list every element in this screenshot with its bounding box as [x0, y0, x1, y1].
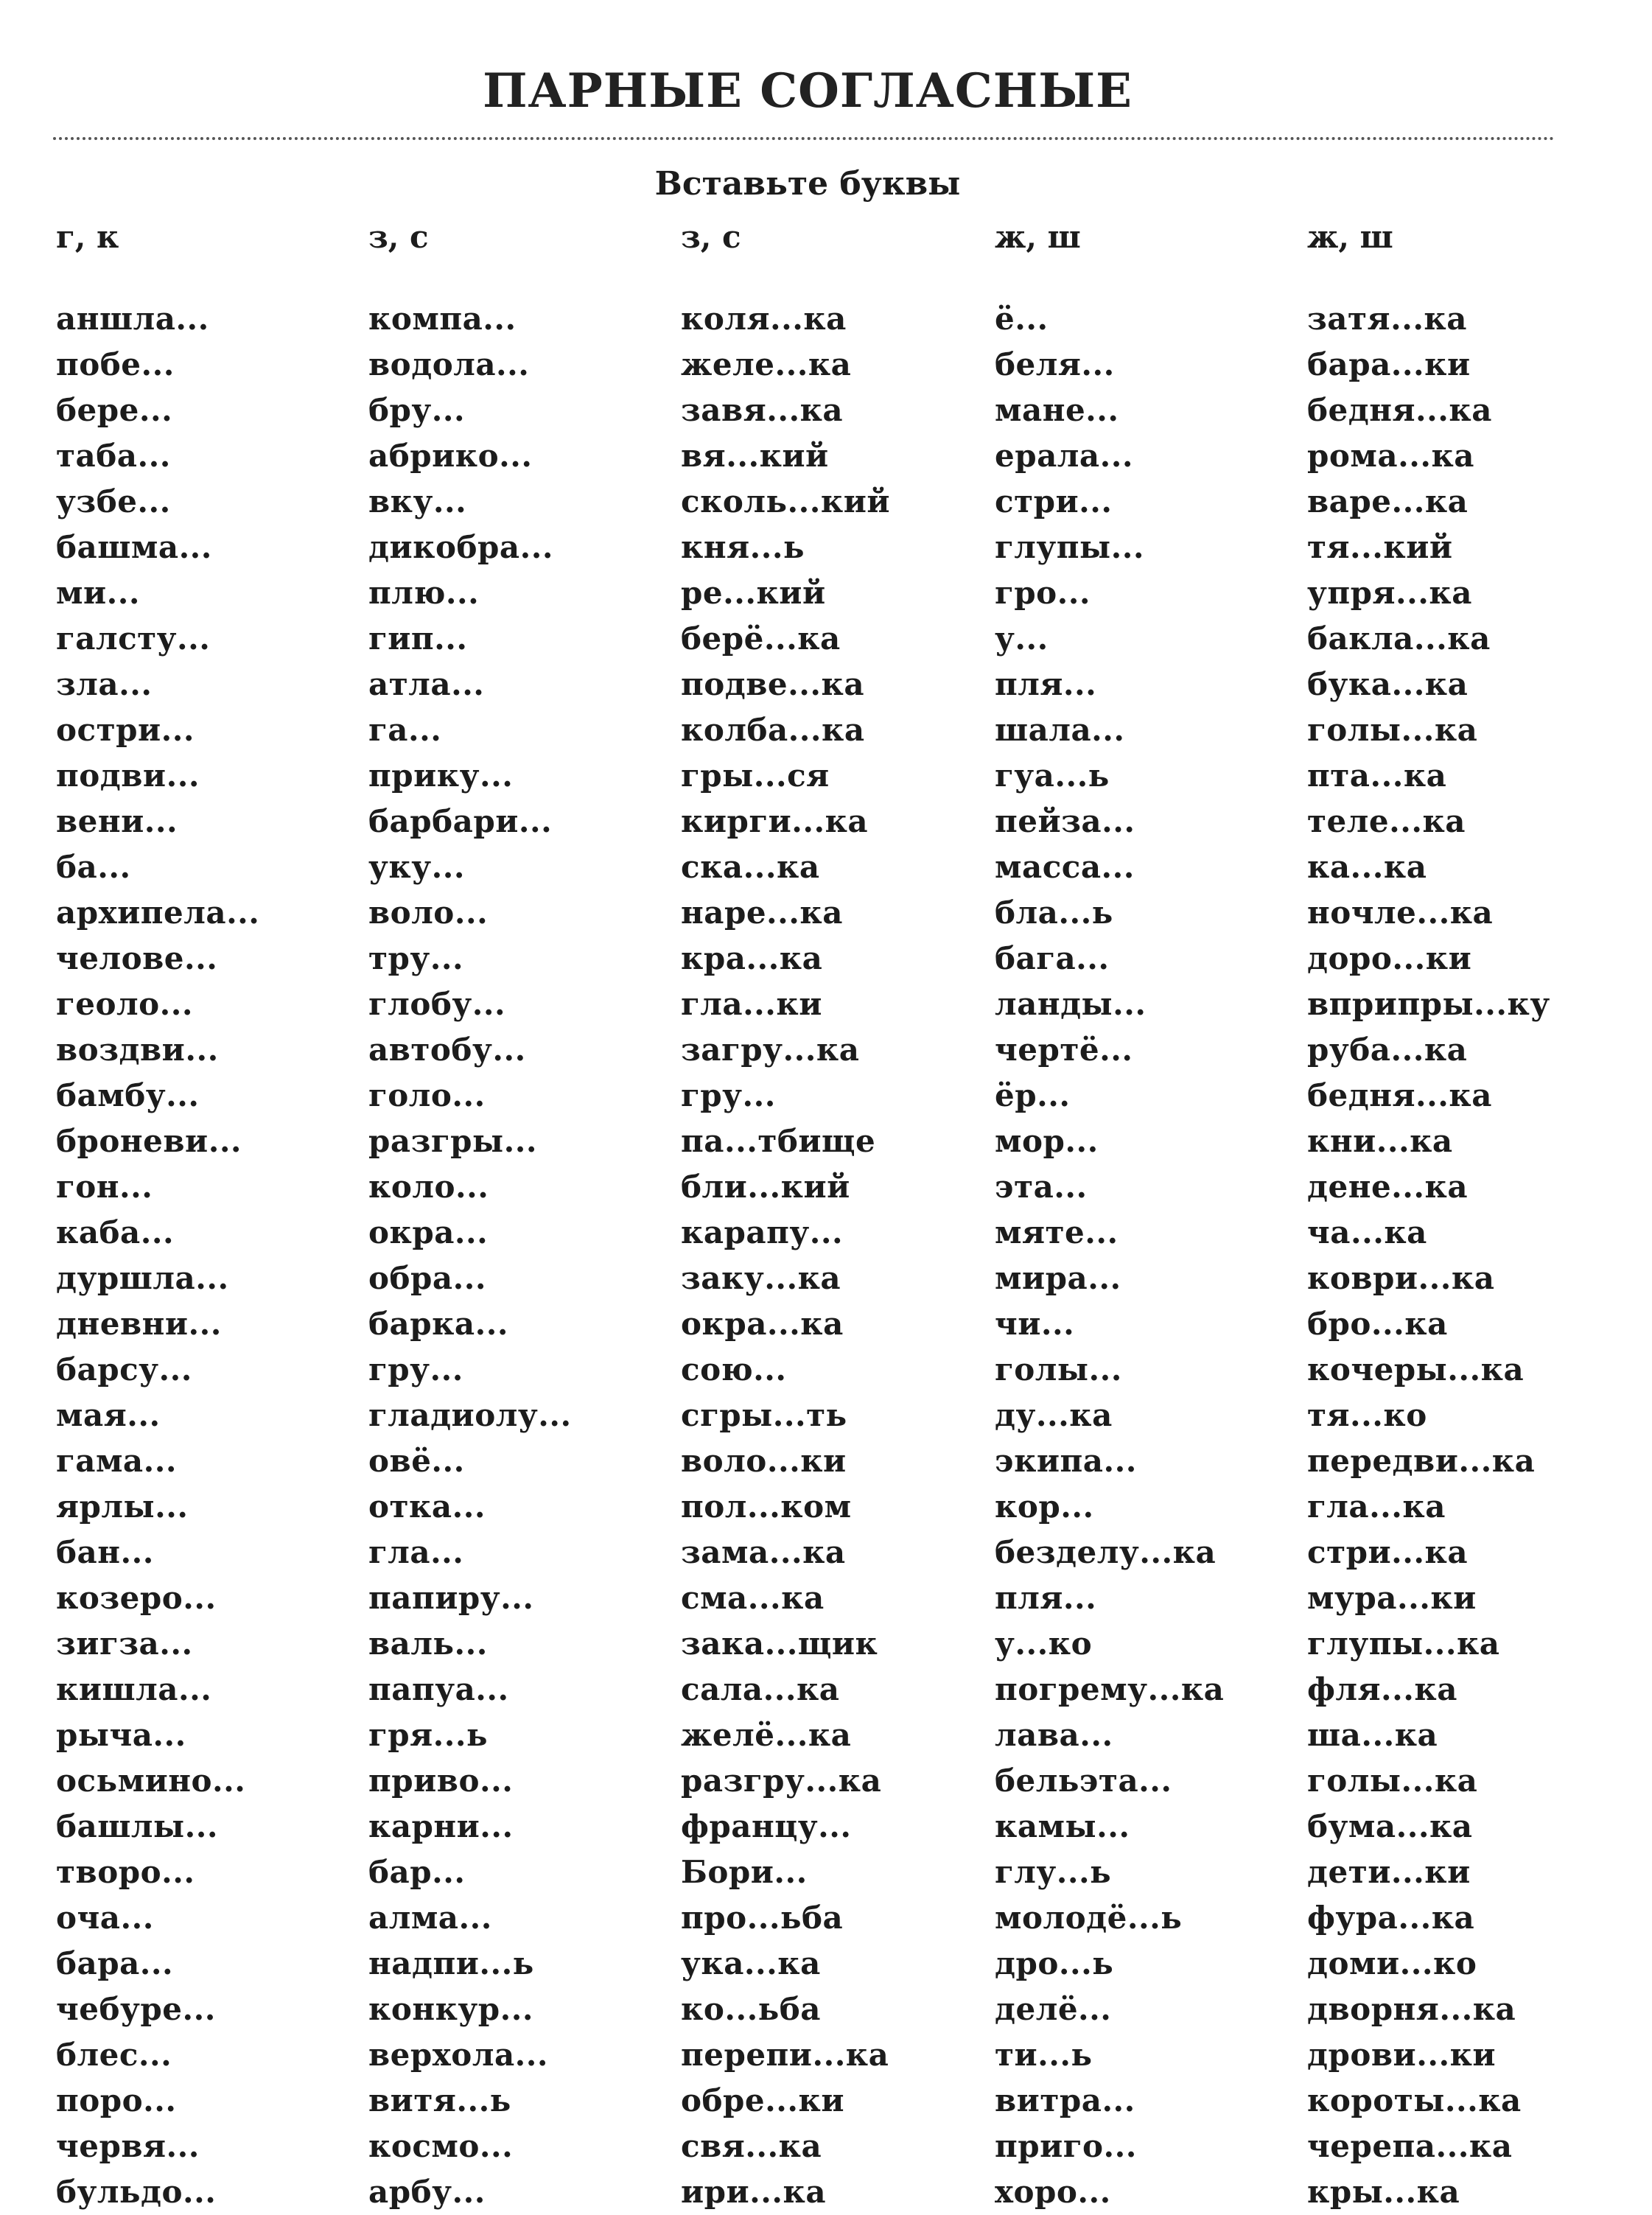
word-item: автобу...: [368, 1032, 526, 1068]
word-item: погрему...ка: [995, 1671, 1225, 1707]
word-item: ко...ьба: [681, 1991, 821, 2027]
word-item: воло...ки: [681, 1443, 847, 1479]
word-item: упря...ка: [1307, 575, 1472, 611]
word-item: таба...: [56, 438, 171, 474]
word-item: папиру...: [368, 1580, 534, 1616]
word-item: гру...: [681, 1077, 776, 1113]
column-1: [56, 215, 365, 2215]
word-item: шала...: [995, 712, 1125, 748]
word-item: узбе...: [56, 483, 171, 519]
word-item: фля...ка: [1307, 1671, 1457, 1707]
word-item: мира...: [995, 1260, 1121, 1296]
column-5: [1307, 215, 1617, 2215]
column-header: з, с: [681, 219, 741, 255]
word-item: воло...: [368, 895, 489, 931]
word-item: зигза...: [56, 1626, 193, 1662]
word-item: лава...: [995, 1717, 1113, 1753]
word-item: стри...ка: [1307, 1534, 1469, 1570]
word-item: рома...ка: [1307, 438, 1474, 474]
word-item: пол...ком: [681, 1488, 852, 1525]
word-item: поро...: [56, 2082, 177, 2118]
word-item: оча...: [56, 1900, 154, 1936]
word-item: козеро...: [56, 1580, 217, 1616]
word-item: вприпры...ку: [1307, 986, 1550, 1022]
word-item: бара...: [56, 1945, 174, 1981]
word-item: башлы...: [56, 1808, 218, 1844]
word-item: доро...ки: [1307, 940, 1472, 976]
word-item: барсу...: [56, 1351, 192, 1388]
word-item: ё...: [995, 301, 1049, 337]
word-item: витра...: [995, 2082, 1135, 2118]
word-item: осьмино...: [56, 1763, 246, 1799]
word-item: витя...ь: [368, 2082, 511, 2118]
word-item: аншла...: [56, 301, 209, 337]
word-item: бли...кий: [681, 1169, 850, 1205]
word-item: кирги...ка: [681, 803, 869, 839]
word-item: пта...ка: [1307, 757, 1447, 794]
word-item: конкур...: [368, 1991, 534, 2027]
word-item: францу...: [681, 1808, 852, 1844]
word-item: наре...ка: [681, 895, 843, 931]
word-item: ука...ка: [681, 1945, 821, 1981]
word-item: гуа...ь: [995, 757, 1110, 794]
word-item: броневи...: [56, 1123, 242, 1159]
word-item: рыча...: [56, 1717, 186, 1753]
word-item: окра...: [368, 1214, 489, 1250]
word-item: хоро...: [995, 2174, 1111, 2210]
word-item: вя...кий: [681, 438, 829, 474]
column-header: з, с: [368, 219, 429, 255]
word-item: побе...: [56, 346, 175, 382]
word-item: приго...: [995, 2128, 1137, 2164]
word-item: тру...: [368, 940, 464, 976]
word-item: бука...ка: [1307, 666, 1469, 702]
word-item: бакла...ка: [1307, 620, 1491, 657]
word-item: чертё...: [995, 1032, 1133, 1068]
word-item: гон...: [56, 1169, 153, 1205]
column-header: ж, ш: [1307, 219, 1393, 255]
word-item: карни...: [368, 1808, 514, 1844]
word-item: мане...: [995, 392, 1119, 428]
word-item: гама...: [56, 1443, 178, 1479]
word-item: глупы...: [995, 529, 1144, 565]
word-item: желе...ка: [681, 346, 852, 382]
word-item: глобу...: [368, 986, 506, 1022]
word-item: загру...ка: [681, 1032, 860, 1068]
word-item: обре...ки: [681, 2082, 844, 2118]
word-item: бедня...ка: [1307, 392, 1492, 428]
word-item: ёр...: [995, 1077, 1071, 1113]
word-item: ночле...ка: [1307, 895, 1494, 931]
word-item: пейза...: [995, 803, 1135, 839]
word-item: червя...: [56, 2128, 200, 2164]
word-item: бульдо...: [56, 2174, 217, 2210]
word-item: сма...ка: [681, 1580, 825, 1616]
word-item: у...ко: [995, 1626, 1093, 1662]
word-item: голы...ка: [1307, 1763, 1478, 1799]
word-item: зака...щик: [681, 1626, 878, 1662]
word-item: надпи...ь: [368, 1945, 534, 1981]
word-item: ба...: [56, 849, 131, 885]
word-item: башма...: [56, 529, 212, 565]
word-item: абрико...: [368, 438, 533, 474]
word-item: гря...ь: [368, 1717, 489, 1753]
word-item: разгру...ка: [681, 1763, 882, 1799]
word-item: дуршла...: [56, 1260, 229, 1296]
word-item: бедня...ка: [1307, 1077, 1492, 1113]
word-item: доми...ко: [1307, 1945, 1477, 1981]
word-item: черепа...ка: [1307, 2128, 1513, 2164]
word-item: гро...: [995, 575, 1091, 611]
word-item: Бори...: [681, 1854, 808, 1890]
word-item: ре...кий: [681, 575, 826, 611]
word-item: папуа...: [368, 1671, 509, 1707]
word-item: барка...: [368, 1306, 509, 1342]
word-item: ми...: [56, 575, 141, 611]
word-item: каба...: [56, 1214, 175, 1250]
word-item: тя...кий: [1307, 529, 1453, 565]
word-item: остри...: [56, 712, 195, 748]
word-item: завя...ка: [681, 392, 844, 428]
word-item: вени...: [56, 803, 178, 839]
word-item: глупы...ка: [1307, 1626, 1500, 1662]
column-header: г, к: [56, 219, 119, 255]
column-header: ж, ш: [995, 219, 1081, 255]
word-item: обра...: [368, 1260, 486, 1296]
word-item: космо...: [368, 2128, 514, 2164]
word-item: голы...: [995, 1351, 1122, 1388]
word-item: валь...: [368, 1626, 488, 1662]
word-item: ча...ка: [1307, 1214, 1427, 1250]
word-item: ланды...: [995, 986, 1147, 1022]
word-item: гип...: [368, 620, 468, 657]
word-item: прику...: [368, 757, 514, 794]
word-item: короты...ка: [1307, 2082, 1522, 2118]
word-item: ша...ка: [1307, 1717, 1438, 1753]
word-item: бельэта...: [995, 1763, 1172, 1799]
word-item: теле...ка: [1307, 803, 1466, 839]
word-item: карапу...: [681, 1214, 844, 1250]
word-item: у...: [995, 620, 1049, 657]
word-item: подве...ка: [681, 666, 865, 702]
word-item: дети...ки: [1307, 1854, 1471, 1890]
word-item: овё...: [368, 1443, 465, 1479]
word-item: окра...ка: [681, 1306, 844, 1342]
word-item: гры...ся: [681, 757, 830, 794]
word-item: молодё...ь: [995, 1900, 1183, 1936]
word-item: чебуре...: [56, 1991, 216, 2027]
word-item: пля...: [995, 1580, 1097, 1616]
word-item: гру...: [368, 1351, 463, 1388]
word-item: дикобра...: [368, 529, 553, 565]
word-item: кор...: [995, 1488, 1094, 1525]
word-item: па...тбище: [681, 1123, 876, 1159]
word-item: бро...ка: [1307, 1306, 1448, 1342]
word-item: блес...: [56, 2037, 172, 2073]
word-item: отка...: [368, 1488, 486, 1525]
word-item: пля...: [995, 666, 1097, 702]
word-item: желё...ка: [681, 1717, 852, 1753]
word-item: уку...: [368, 849, 465, 885]
word-item: творо...: [56, 1854, 195, 1890]
word-item: алма...: [368, 1900, 492, 1936]
word-item: беля...: [995, 346, 1115, 382]
word-item: воздви...: [56, 1032, 219, 1068]
word-item: ири...ка: [681, 2174, 827, 2210]
word-item: кишла...: [56, 1671, 212, 1707]
word-item: мура...ки: [1307, 1580, 1477, 1616]
word-item: ду...ка: [995, 1397, 1113, 1433]
word-item: голо...: [368, 1077, 486, 1113]
word-item: дрови...ки: [1307, 2037, 1497, 2073]
word-item: мор...: [995, 1123, 1099, 1159]
word-item: варе...ка: [1307, 483, 1469, 519]
word-item: коло...: [368, 1169, 489, 1205]
word-item: ти...ь: [995, 2037, 1093, 2073]
word-item: кни...ка: [1307, 1123, 1453, 1159]
word-item: сгры...ть: [681, 1397, 847, 1433]
word-item: подви...: [56, 757, 200, 794]
word-item: бру...: [368, 392, 466, 428]
word-item: заку...ка: [681, 1260, 841, 1296]
word-item: бара...ки: [1307, 346, 1471, 382]
word-item: кра...ка: [681, 940, 823, 976]
word-item: берё...ка: [681, 620, 841, 657]
word-item: голы...ка: [1307, 712, 1478, 748]
word-item: бума...ка: [1307, 1808, 1473, 1844]
word-item: бере...: [56, 392, 173, 428]
word-item: ска...ка: [681, 849, 820, 885]
word-item: гладиолу...: [368, 1397, 572, 1433]
instruction: Вставьте буквы: [654, 165, 961, 203]
word-item: коври...ка: [1307, 1260, 1495, 1296]
word-item: зла...: [56, 666, 153, 702]
word-item: верхола...: [368, 2037, 549, 2073]
word-item: свя...ка: [681, 2128, 822, 2164]
word-item: перепи...ка: [681, 2037, 889, 2073]
word-item: масса...: [995, 849, 1135, 885]
word-item: гла...ки: [681, 986, 822, 1022]
word-item: чи...: [995, 1306, 1075, 1342]
word-item: дене...ка: [1307, 1169, 1469, 1205]
word-item: стри...: [995, 483, 1113, 519]
word-item: ерала...: [995, 438, 1133, 474]
word-item: барбари...: [368, 803, 553, 839]
word-item: мая...: [56, 1397, 161, 1433]
word-item: тя...ко: [1307, 1397, 1427, 1433]
word-item: коля...ка: [681, 301, 847, 337]
word-item: мяте...: [995, 1214, 1119, 1250]
word-item: бла...ь: [995, 895, 1113, 931]
word-item: вку...: [368, 483, 467, 519]
word-item: бар...: [368, 1854, 466, 1890]
word-item: безделу...ка: [995, 1534, 1217, 1570]
word-item: водола...: [368, 346, 530, 382]
word-item: глу...ь: [995, 1854, 1112, 1890]
word-item: плю...: [368, 575, 480, 611]
word-item: галсту...: [56, 620, 211, 657]
word-item: камы...: [995, 1808, 1130, 1844]
word-item: компа...: [368, 301, 517, 337]
word-item: эта...: [995, 1169, 1088, 1205]
word-item: бан...: [56, 1534, 154, 1570]
word-item: бага...: [995, 940, 1110, 976]
word-item: бамбу...: [56, 1077, 200, 1113]
word-item: атла...: [368, 666, 485, 702]
word-item: про...ьба: [681, 1900, 844, 1936]
word-item: разгры...: [368, 1123, 537, 1159]
word-item: затя...ка: [1307, 301, 1467, 337]
word-item: геоло...: [56, 986, 193, 1022]
word-item: кня...ь: [681, 529, 805, 565]
word-item: гла...: [368, 1534, 464, 1570]
word-item: приво...: [368, 1763, 514, 1799]
word-item: руба...ка: [1307, 1032, 1468, 1068]
word-item: дворня...ка: [1307, 1991, 1516, 2027]
column-2: [368, 215, 678, 2215]
word-item: гла...ка: [1307, 1488, 1446, 1525]
page-title: ПАРНЫЕ СОГЛАСНЫЕ: [483, 63, 1133, 119]
column-4: [995, 215, 1304, 2215]
word-columns: [0, 215, 1652, 2210]
word-item: ка...ка: [1307, 849, 1427, 885]
word-item: колба...ка: [681, 712, 865, 748]
word-item: арбу...: [368, 2174, 486, 2210]
word-item: архипела...: [56, 895, 260, 931]
word-item: передви...ка: [1307, 1443, 1536, 1479]
word-item: га...: [368, 712, 442, 748]
word-item: зама...ка: [681, 1534, 846, 1570]
word-item: экипа...: [995, 1443, 1137, 1479]
dotted-divider: [53, 137, 1555, 140]
word-item: сколь...кий: [681, 483, 891, 519]
word-item: делё...: [995, 1991, 1112, 2027]
word-item: дро...ь: [995, 1945, 1114, 1981]
word-item: челове...: [56, 940, 218, 976]
word-item: фура...ка: [1307, 1900, 1475, 1936]
column-3: [681, 215, 990, 2215]
word-item: сою...: [681, 1351, 787, 1388]
word-item: кочеры...ка: [1307, 1351, 1525, 1388]
word-item: ярлы...: [56, 1488, 189, 1525]
word-item: дневни...: [56, 1306, 222, 1342]
word-item: кры...ка: [1307, 2174, 1460, 2210]
word-item: сала...ка: [681, 1671, 840, 1707]
